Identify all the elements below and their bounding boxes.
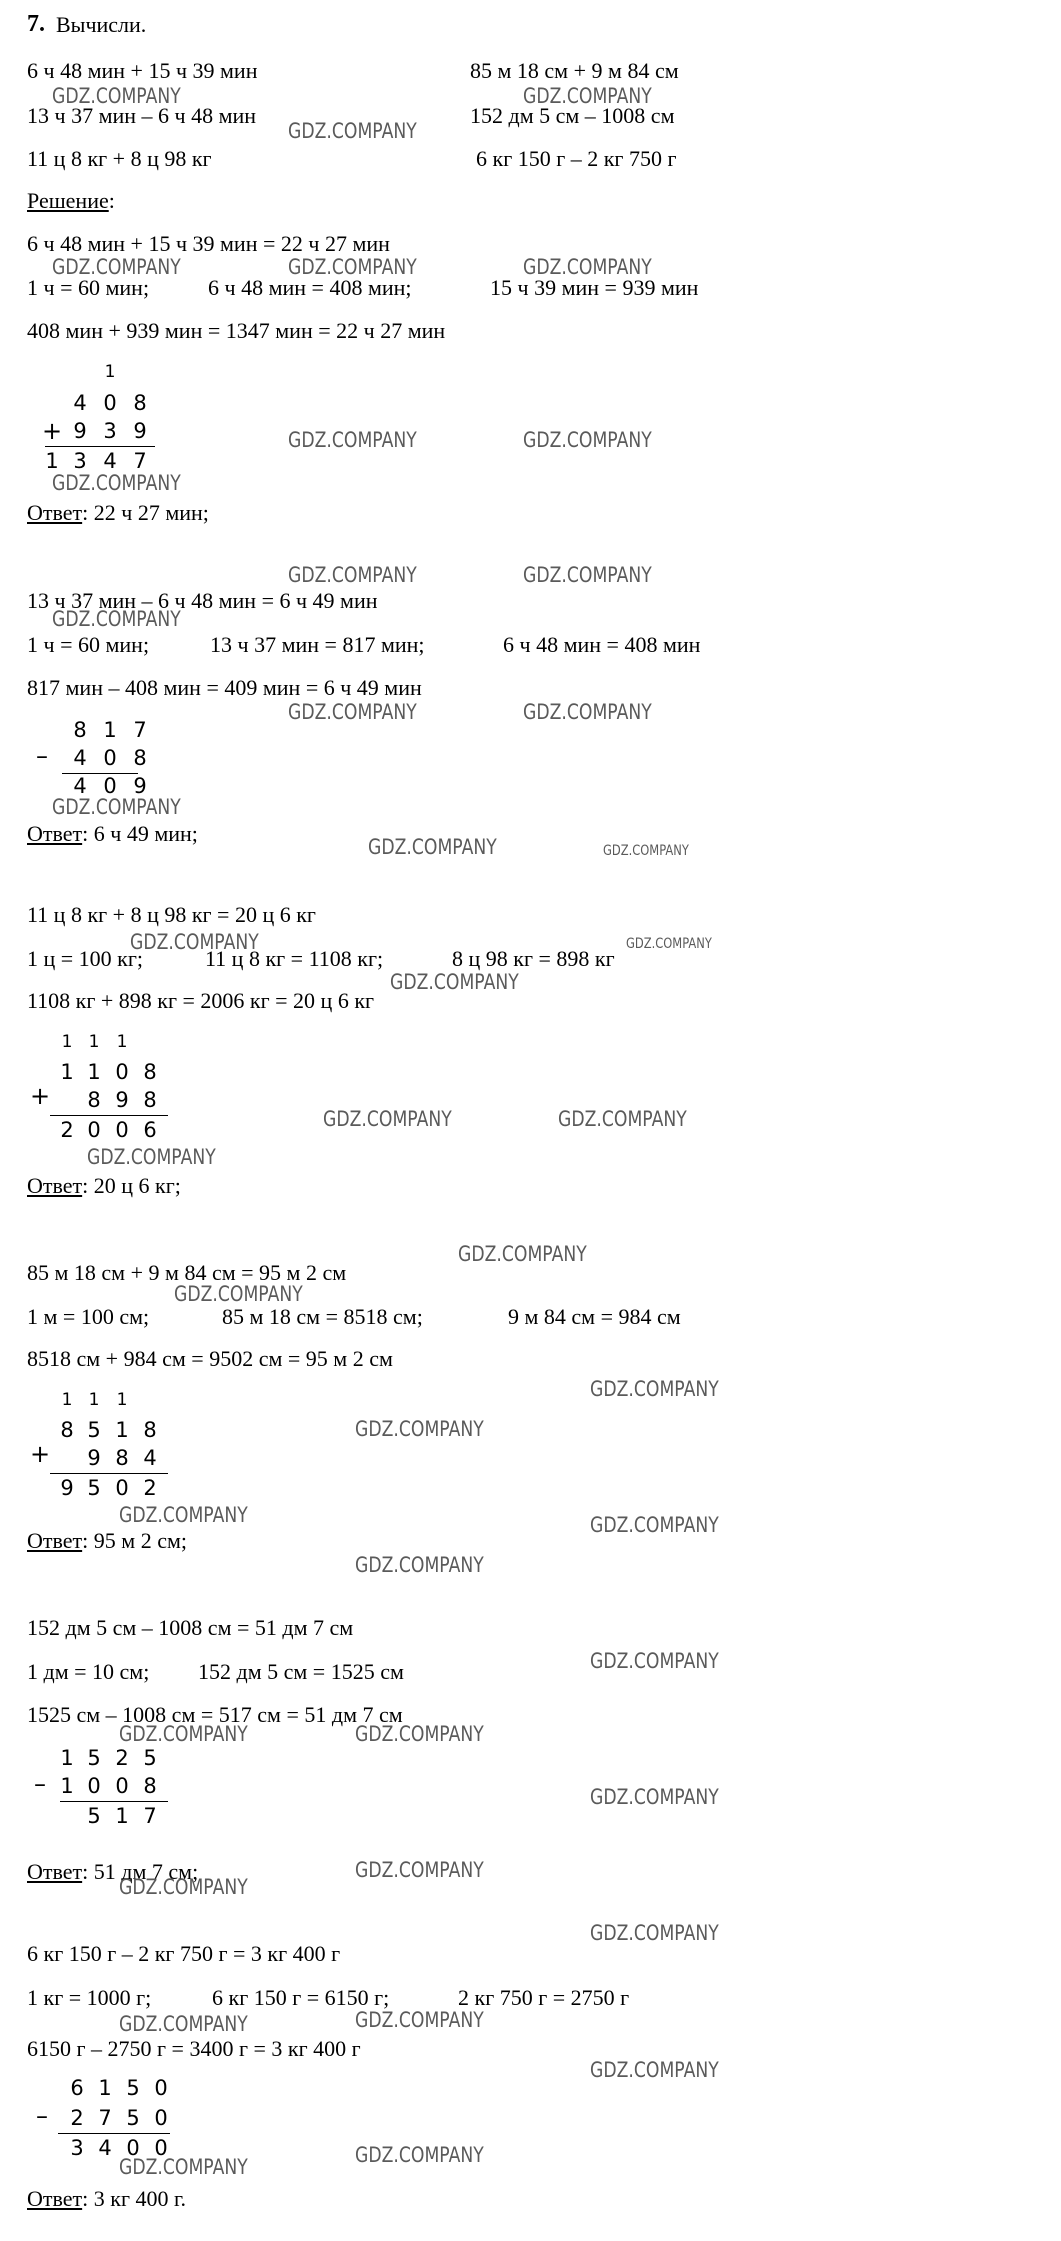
watermark: GDZ.COMPANY xyxy=(288,255,417,279)
conversion: 11 ц 8 кг = 1108 кг; xyxy=(205,946,384,971)
digit: 4 xyxy=(98,2136,112,2160)
watermark: GDZ.COMPANY xyxy=(590,1649,719,1673)
digit: 2 xyxy=(115,1746,129,1770)
watermark: GDZ.COMPANY xyxy=(603,843,689,859)
digit: 2 xyxy=(143,1476,157,1500)
digit: 9 xyxy=(87,1446,101,1470)
digit: 0 xyxy=(115,1060,129,1084)
watermark: GDZ.COMPANY xyxy=(355,1553,484,1577)
digit: 9 xyxy=(60,1476,74,1500)
watermark: GDZ.COMPANY xyxy=(590,1513,719,1537)
conversion: 6 кг 150 г = 6150 г; xyxy=(212,1985,390,2010)
watermark: GDZ.COMPANY xyxy=(368,835,497,859)
watermark: GDZ.COMPANY xyxy=(52,607,181,631)
watermark: GDZ.COMPANY xyxy=(52,255,181,279)
digit: 5 xyxy=(87,1804,101,1828)
digit: 0 xyxy=(87,1118,101,1142)
digit: 5 xyxy=(87,1476,101,1500)
equation: 152 дм 5 см – 1008 см = 51 дм 7 см xyxy=(27,1615,354,1640)
watermark: GDZ.COMPANY xyxy=(174,1282,303,1306)
digit: 0 xyxy=(115,1118,129,1142)
digit: 9 xyxy=(73,419,87,443)
digit: 5 xyxy=(126,2076,140,2100)
watermark: GDZ.COMPANY xyxy=(590,1377,719,1401)
calculation: 6150 г – 2750 г = 3400 г = 3 кг 400 г xyxy=(27,2036,361,2061)
watermark: GDZ.COMPANY xyxy=(458,1242,587,1266)
carry-digit: 1 xyxy=(88,1032,100,1052)
watermark: GDZ.COMPANY xyxy=(523,84,652,108)
equation: 6 кг 150 г – 2 кг 750 г = 3 кг 400 г xyxy=(27,1941,341,1966)
calculation: 817 мин – 408 мин = 409 мин = 6 ч 49 мин xyxy=(27,675,422,700)
digit: 0 xyxy=(103,774,117,798)
minus-sign: – xyxy=(34,1770,46,1798)
task: 11 ц 8 кг + 8 ц 98 кг xyxy=(27,146,212,171)
task: 85 м 18 см + 9 м 84 см xyxy=(470,58,679,83)
digit: 1 xyxy=(115,1804,129,1828)
digit: 1 xyxy=(45,449,59,473)
digit: 9 xyxy=(115,1088,129,1112)
digit: 8 xyxy=(87,1088,101,1112)
difference-line xyxy=(60,1801,168,1802)
answer: Ответ: 22 ч 27 мин; xyxy=(27,500,209,525)
watermark: GDZ.COMPANY xyxy=(130,930,259,954)
watermark: GDZ.COMPANY xyxy=(288,428,417,452)
digit: 4 xyxy=(73,774,87,798)
digit: 7 xyxy=(98,2106,112,2130)
digit: 1 xyxy=(115,1418,129,1442)
answer-value: 20 ц 6 кг; xyxy=(93,1173,181,1198)
digit: 8 xyxy=(133,391,147,415)
task: 6 ч 48 мин + 15 ч 39 мин xyxy=(27,58,258,83)
digit: 8 xyxy=(143,1060,157,1084)
conversion: 6 ч 48 мин = 408 мин; xyxy=(208,275,412,300)
digit: 3 xyxy=(103,419,117,443)
carry-digit: 1 xyxy=(88,1390,100,1410)
conversion: 6 ч 48 мин = 408 мин xyxy=(503,632,701,657)
digit: 7 xyxy=(133,718,147,742)
watermark: GDZ.COMPANY xyxy=(523,255,652,279)
minus-sign: – xyxy=(36,742,48,770)
answer-value: 22 ч 27 мин; xyxy=(93,500,209,525)
conversion: 85 м 18 см = 8518 см; xyxy=(222,1304,423,1329)
digit: 8 xyxy=(143,1774,157,1798)
digit: 0 xyxy=(115,1476,129,1500)
digit: 0 xyxy=(154,2136,168,2160)
equation: 13 ч 37 мин – 6 ч 48 мин = 6 ч 49 мин xyxy=(27,588,378,613)
digit: 1 xyxy=(98,2076,112,2100)
exercise-title: Вычисли. xyxy=(56,12,147,37)
watermark: GDZ.COMPANY xyxy=(590,1921,719,1945)
digit: 5 xyxy=(126,2106,140,2130)
digit: 4 xyxy=(103,449,117,473)
digit: 8 xyxy=(73,718,87,742)
watermark: GDZ.COMPANY xyxy=(626,936,712,952)
conversion: 8 ц 98 кг = 898 кг xyxy=(452,946,615,971)
watermark: GDZ.COMPANY xyxy=(288,119,417,143)
watermark: GDZ.COMPANY xyxy=(119,1722,248,1746)
digit: 5 xyxy=(87,1746,101,1770)
exercise-number: 7. xyxy=(27,11,45,37)
watermark: GDZ.COMPANY xyxy=(52,471,181,495)
answer-label: Ответ xyxy=(27,1859,83,1884)
sum-line xyxy=(45,446,155,447)
digit: 2 xyxy=(60,1118,74,1142)
calculation: 408 мин + 939 мин = 1347 мин = 22 ч 27 мин xyxy=(27,318,446,343)
sum-line xyxy=(50,1115,168,1116)
watermark: GDZ.COMPANY xyxy=(52,795,181,819)
answer-label: Ответ xyxy=(27,2186,83,2211)
equation: 85 м 18 см + 9 м 84 см = 95 м 2 см xyxy=(27,1260,347,1285)
digit: 0 xyxy=(154,2076,168,2100)
watermark: GDZ.COMPANY xyxy=(355,1417,484,1441)
conversion: 2 кг 750 г = 2750 г xyxy=(458,1985,630,2010)
digit: 4 xyxy=(73,391,87,415)
digit: 0 xyxy=(154,2106,168,2130)
carry-digit: 1 xyxy=(104,362,116,382)
digit: 2 xyxy=(70,2106,84,2130)
calculation: 1108 кг + 898 кг = 2006 кг = 20 ц 6 кг xyxy=(27,988,375,1013)
watermark: GDZ.COMPANY xyxy=(355,1722,484,1746)
equation: 6 ч 48 мин + 15 ч 39 мин = 22 ч 27 мин xyxy=(27,231,390,256)
conversion: 1 м = 100 см; xyxy=(27,1304,150,1329)
watermark: GDZ.COMPANY xyxy=(119,2155,248,2179)
digit: 8 xyxy=(143,1418,157,1442)
digit: 0 xyxy=(103,391,117,415)
answer-label: Ответ xyxy=(27,1173,83,1198)
conversion: 15 ч 39 мин = 939 мин xyxy=(490,275,699,300)
digit: 6 xyxy=(70,2076,84,2100)
equation: 11 ц 8 кг + 8 ц 98 кг = 20 ц 6 кг xyxy=(27,902,316,927)
watermark: GDZ.COMPANY xyxy=(119,1503,248,1527)
task: 152 дм 5 см – 1008 см xyxy=(470,103,675,128)
digit: 1 xyxy=(87,1060,101,1084)
digit: 3 xyxy=(70,2136,84,2160)
watermark: GDZ.COMPANY xyxy=(52,84,181,108)
carry-digit: 1 xyxy=(61,1390,73,1410)
carry-digit: 1 xyxy=(116,1032,128,1052)
conversion: 1 кг = 1000 г; xyxy=(27,1985,152,2010)
plus-sign: + xyxy=(30,1440,51,1468)
task: 13 ч 37 мин – 6 ч 48 мин xyxy=(27,103,257,128)
watermark: GDZ.COMPANY xyxy=(558,1107,687,1131)
answer: Ответ: 6 ч 49 мин; xyxy=(27,821,198,846)
digit: 0 xyxy=(87,1774,101,1798)
conversion: 1 ч = 60 мин; xyxy=(27,275,150,300)
difference-line xyxy=(58,2133,170,2134)
answer-label: Ответ xyxy=(27,821,83,846)
watermark: GDZ.COMPANY xyxy=(288,563,417,587)
watermark: GDZ.COMPANY xyxy=(87,1145,216,1169)
digit: 7 xyxy=(133,449,147,473)
watermark: GDZ.COMPANY xyxy=(523,700,652,724)
calculation: 1525 см – 1008 см = 517 см = 51 дм 7 см xyxy=(27,1702,403,1727)
conversion: 1 дм = 10 см; xyxy=(27,1659,150,1684)
conversion: 9 м 84 см = 984 см xyxy=(508,1304,681,1329)
watermark: GDZ.COMPANY xyxy=(523,428,652,452)
conversion: 13 ч 37 мин = 817 мин; xyxy=(210,632,425,657)
solution-label-text: Решение xyxy=(27,188,109,213)
watermark: GDZ.COMPANY xyxy=(288,700,417,724)
answer-value: 6 ч 49 мин; xyxy=(93,821,198,846)
minus-sign: – xyxy=(36,2102,48,2130)
watermark: GDZ.COMPANY xyxy=(590,2058,719,2082)
answer-label: Ответ xyxy=(27,500,83,525)
answer: Ответ: 51 дм 7 см; xyxy=(27,1859,199,1884)
answer-value: 95 м 2 см; xyxy=(93,1528,187,1553)
digit: 0 xyxy=(115,1774,129,1798)
digit: 1 xyxy=(103,718,117,742)
conversion: 152 дм 5 см = 1525 см xyxy=(198,1659,404,1684)
conversion: 1 ч = 60 мин; xyxy=(27,632,150,657)
digit: 0 xyxy=(126,2136,140,2160)
carry-digit: 1 xyxy=(61,1032,73,1052)
solution-label: Решение: xyxy=(27,188,115,213)
digit: 9 xyxy=(133,419,147,443)
watermark: GDZ.COMPANY xyxy=(390,970,519,994)
watermark: GDZ.COMPANY xyxy=(355,2143,484,2167)
answer-value: 51 дм 7 см; xyxy=(93,1859,199,1884)
plus-sign: + xyxy=(30,1082,51,1110)
digit: 8 xyxy=(115,1446,129,1470)
answer-value: 3 кг 400 г. xyxy=(93,2186,187,2211)
watermark: GDZ.COMPANY xyxy=(355,1858,484,1882)
conversion: 1 ц = 100 кг; xyxy=(27,946,144,971)
digit: 6 xyxy=(143,1118,157,1142)
digit: 4 xyxy=(143,1446,157,1470)
answer: Ответ: 95 м 2 см; xyxy=(27,1528,187,1553)
watermark: GDZ.COMPANY xyxy=(355,2008,484,2032)
answer: Ответ: 20 ц 6 кг; xyxy=(27,1173,181,1198)
digit: 8 xyxy=(60,1418,74,1442)
digit: 5 xyxy=(143,1746,157,1770)
digit: 0 xyxy=(103,746,117,770)
calculation: 8518 см + 984 см = 9502 см = 95 м 2 см xyxy=(27,1346,393,1371)
answer: Ответ: 3 кг 400 г. xyxy=(27,2186,187,2211)
carry-digit: 1 xyxy=(116,1390,128,1410)
digit: 7 xyxy=(143,1804,157,1828)
digit: 9 xyxy=(133,774,147,798)
answer-label: Ответ xyxy=(27,1528,83,1553)
digit: 3 xyxy=(73,449,87,473)
watermark: GDZ.COMPANY xyxy=(523,563,652,587)
digit: 8 xyxy=(143,1088,157,1112)
digit: 1 xyxy=(60,1060,74,1084)
sum-line xyxy=(50,1473,168,1474)
digit: 5 xyxy=(87,1418,101,1442)
digit: 8 xyxy=(133,746,147,770)
plus-sign: + xyxy=(42,417,63,445)
digit: 1 xyxy=(60,1774,74,1798)
digit: 1 xyxy=(60,1746,74,1770)
watermark: GDZ.COMPANY xyxy=(119,1875,248,1899)
watermark: GDZ.COMPANY xyxy=(590,1785,719,1809)
digit: 4 xyxy=(73,746,87,770)
watermark: GDZ.COMPANY xyxy=(119,2012,248,2036)
watermark: GDZ.COMPANY xyxy=(323,1107,452,1131)
task: 6 кг 150 г – 2 кг 750 г xyxy=(476,146,677,171)
